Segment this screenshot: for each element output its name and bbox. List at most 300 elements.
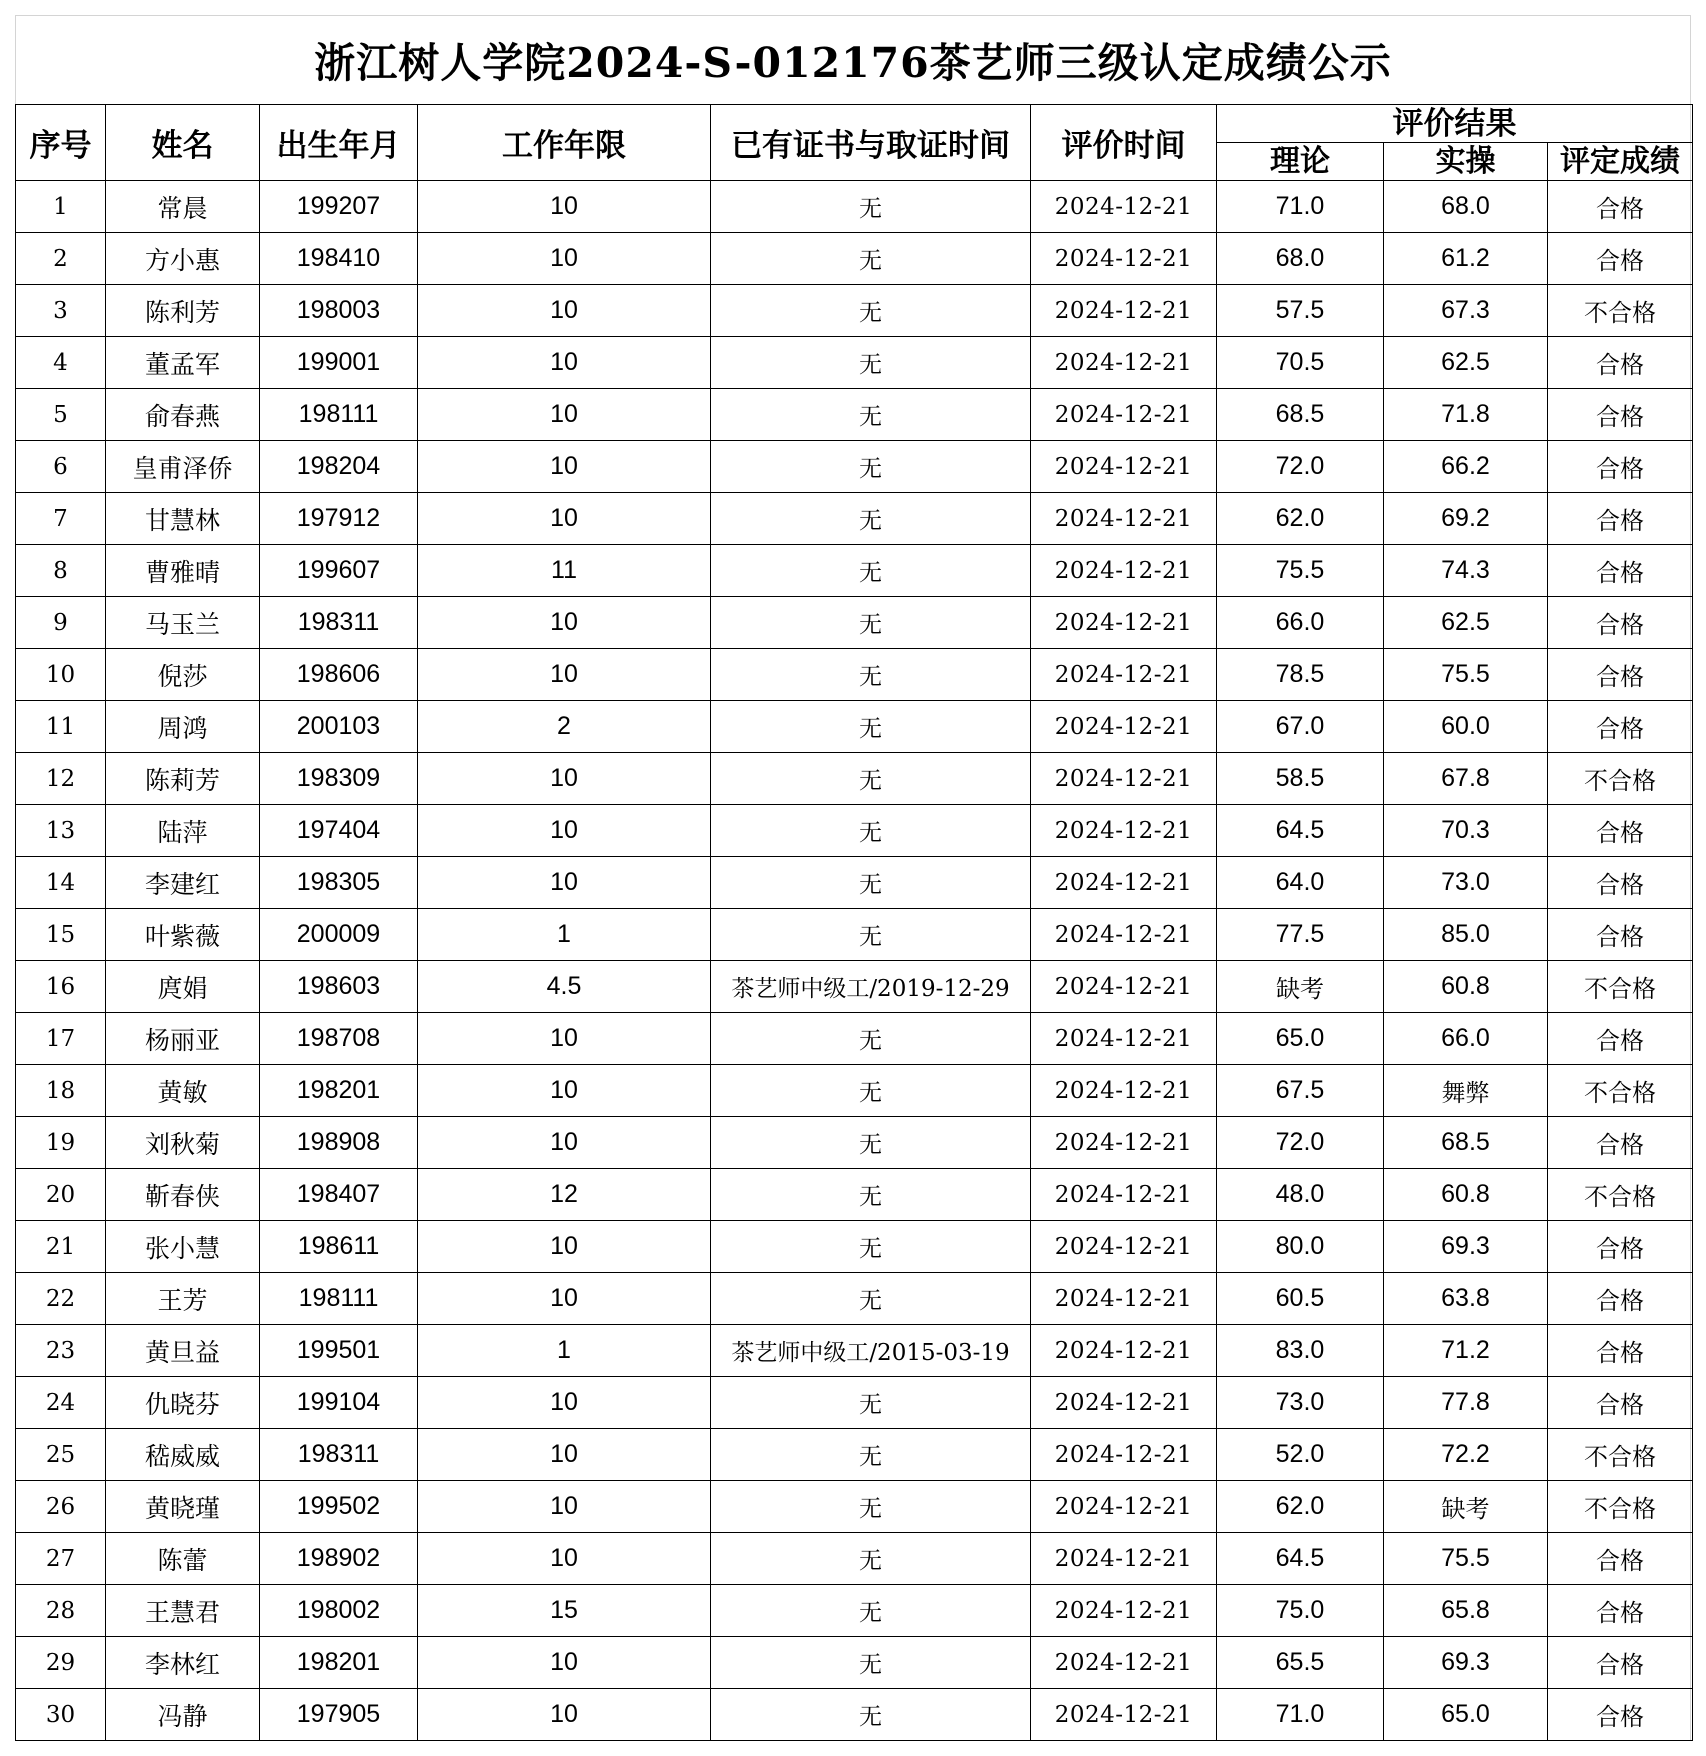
header-work-years: 工作年限 — [418, 105, 711, 181]
eval-date-cell: 2024-12-21 — [1031, 1585, 1217, 1637]
final-result-cell: 不合格 — [1548, 1169, 1693, 1221]
eval-date-cell: 2024-12-21 — [1031, 1637, 1217, 1689]
final-result-cell: 合格 — [1548, 337, 1693, 389]
final-result-cell: 合格 — [1548, 441, 1693, 493]
table-row — [16, 597, 1693, 649]
name-cell: 俞春燕 — [106, 389, 260, 441]
certificate-cell: 无 — [711, 285, 1031, 337]
birth-cell: 198002 — [260, 1585, 418, 1637]
theory-score-cell: 66.0 — [1217, 597, 1384, 649]
certificate-cell: 无 — [711, 1585, 1031, 1637]
work-years-cell: 10 — [418, 181, 711, 233]
birth-cell: 197905 — [260, 1689, 418, 1741]
seq-cell: 17 — [16, 1013, 106, 1065]
name-cell: 王芳 — [106, 1273, 260, 1325]
eval-date-cell: 2024-12-21 — [1031, 285, 1217, 337]
birth-cell: 198603 — [260, 961, 418, 1013]
theory-score-cell: 48.0 — [1217, 1169, 1384, 1221]
name-cell: 冯静 — [106, 1689, 260, 1741]
name-cell: 黄旦益 — [106, 1325, 260, 1377]
final-result-cell: 不合格 — [1548, 961, 1693, 1013]
name-cell: 皇甫泽侨 — [106, 441, 260, 493]
seq-cell: 24 — [16, 1377, 106, 1429]
birth-cell: 198111 — [260, 389, 418, 441]
theory-score-cell: 60.5 — [1217, 1273, 1384, 1325]
seq-cell: 4 — [16, 337, 106, 389]
table-row — [16, 1585, 1693, 1637]
certificate-cell: 无 — [711, 1117, 1031, 1169]
final-result-cell: 合格 — [1548, 493, 1693, 545]
theory-score-cell: 67.5 — [1217, 1065, 1384, 1117]
work-years-cell: 10 — [418, 1221, 711, 1273]
table-row — [16, 1065, 1693, 1117]
theory-score-cell: 72.0 — [1217, 441, 1384, 493]
final-result-cell: 合格 — [1548, 1117, 1693, 1169]
theory-score-cell: 72.0 — [1217, 1117, 1384, 1169]
seq-cell: 27 — [16, 1533, 106, 1585]
work-years-cell: 1 — [418, 909, 711, 961]
name-cell: 李建红 — [106, 857, 260, 909]
certificate-cell: 无 — [711, 1637, 1031, 1689]
work-years-cell: 10 — [418, 753, 711, 805]
practice-score-cell: 65.0 — [1384, 1689, 1548, 1741]
seq-cell: 23 — [16, 1325, 106, 1377]
work-years-cell: 12 — [418, 1169, 711, 1221]
eval-date-cell: 2024-12-21 — [1031, 649, 1217, 701]
birth-cell: 199501 — [260, 1325, 418, 1377]
seq-cell: 30 — [16, 1689, 106, 1741]
birth-cell: 198305 — [260, 857, 418, 909]
table-row — [16, 1325, 1693, 1377]
table-row — [16, 649, 1693, 701]
name-cell: 仇晓芬 — [106, 1377, 260, 1429]
name-cell: 杨丽亚 — [106, 1013, 260, 1065]
eval-date-cell: 2024-12-21 — [1031, 909, 1217, 961]
work-years-cell: 10 — [418, 857, 711, 909]
practice-score-cell: 77.8 — [1384, 1377, 1548, 1429]
name-cell: 曹雅晴 — [106, 545, 260, 597]
table-row — [16, 1273, 1693, 1325]
eval-date-cell: 2024-12-21 — [1031, 1481, 1217, 1533]
certificate-cell: 无 — [711, 1065, 1031, 1117]
practice-score-cell: 68.0 — [1384, 181, 1548, 233]
work-years-cell: 10 — [418, 337, 711, 389]
page-title: 浙江树人学院2024-S-012176茶艺师三级认定成绩公示 — [314, 38, 1392, 87]
birth-cell: 197912 — [260, 493, 418, 545]
final-result-cell: 合格 — [1548, 1533, 1693, 1585]
birth-cell: 200103 — [260, 701, 418, 753]
work-years-cell: 10 — [418, 1429, 711, 1481]
header-certificate: 已有证书与取证时间 — [711, 105, 1031, 181]
eval-date-cell: 2024-12-21 — [1031, 1377, 1217, 1429]
table-row — [16, 181, 1693, 233]
seq-cell: 25 — [16, 1429, 106, 1481]
work-years-cell: 4.5 — [418, 961, 711, 1013]
practice-score-cell: 缺考 — [1384, 1481, 1548, 1533]
work-years-cell: 10 — [418, 389, 711, 441]
birth-cell: 198708 — [260, 1013, 418, 1065]
work-years-cell: 10 — [418, 649, 711, 701]
birth-cell: 199104 — [260, 1377, 418, 1429]
practice-score-cell: 66.2 — [1384, 441, 1548, 493]
practice-score-cell: 65.8 — [1384, 1585, 1548, 1637]
header-result-group: 评价结果 — [1217, 105, 1693, 143]
practice-score-cell: 71.2 — [1384, 1325, 1548, 1377]
final-result-cell: 合格 — [1548, 857, 1693, 909]
name-cell: 周鸿 — [106, 701, 260, 753]
name-cell: 马玉兰 — [106, 597, 260, 649]
table-row — [16, 1481, 1693, 1533]
practice-score-cell: 62.5 — [1384, 597, 1548, 649]
theory-score-cell: 83.0 — [1217, 1325, 1384, 1377]
certificate-cell: 无 — [711, 1377, 1031, 1429]
final-result-cell: 合格 — [1548, 181, 1693, 233]
birth-cell: 198311 — [260, 597, 418, 649]
final-result-cell: 合格 — [1548, 1273, 1693, 1325]
name-cell: 刘秋菊 — [106, 1117, 260, 1169]
seq-cell: 8 — [16, 545, 106, 597]
eval-date-cell: 2024-12-21 — [1031, 805, 1217, 857]
eval-date-cell: 2024-12-21 — [1031, 389, 1217, 441]
name-cell: 王慧君 — [106, 1585, 260, 1637]
certificate-cell: 无 — [711, 753, 1031, 805]
name-cell: 叶紫薇 — [106, 909, 260, 961]
theory-score-cell: 缺考 — [1217, 961, 1384, 1013]
birth-cell: 198204 — [260, 441, 418, 493]
birth-cell: 199001 — [260, 337, 418, 389]
practice-score-cell: 67.8 — [1384, 753, 1548, 805]
table-row — [16, 1377, 1693, 1429]
eval-date-cell: 2024-12-21 — [1031, 1169, 1217, 1221]
birth-cell: 198407 — [260, 1169, 418, 1221]
eval-date-cell: 2024-12-21 — [1031, 493, 1217, 545]
birth-cell: 200009 — [260, 909, 418, 961]
table-row — [16, 1013, 1693, 1065]
eval-date-cell: 2024-12-21 — [1031, 1533, 1217, 1585]
eval-date-cell: 2024-12-21 — [1031, 1429, 1217, 1481]
final-result-cell: 合格 — [1548, 233, 1693, 285]
table-row — [16, 701, 1693, 753]
practice-score-cell: 62.5 — [1384, 337, 1548, 389]
eval-date-cell: 2024-12-21 — [1031, 701, 1217, 753]
name-cell: 倪莎 — [106, 649, 260, 701]
practice-score-cell: 72.2 — [1384, 1429, 1548, 1481]
final-result-cell: 合格 — [1548, 649, 1693, 701]
final-result-cell: 合格 — [1548, 389, 1693, 441]
work-years-cell: 1 — [418, 1325, 711, 1377]
seq-cell: 26 — [16, 1481, 106, 1533]
birth-cell: 199207 — [260, 181, 418, 233]
birth-cell: 199502 — [260, 1481, 418, 1533]
eval-date-cell: 2024-12-21 — [1031, 1117, 1217, 1169]
seq-cell: 20 — [16, 1169, 106, 1221]
birth-cell: 198410 — [260, 233, 418, 285]
certificate-cell: 无 — [711, 909, 1031, 961]
birth-cell: 197404 — [260, 805, 418, 857]
practice-score-cell: 74.3 — [1384, 545, 1548, 597]
eval-date-cell: 2024-12-21 — [1031, 1221, 1217, 1273]
certificate-cell: 无 — [711, 1169, 1031, 1221]
theory-score-cell: 71.0 — [1217, 1689, 1384, 1741]
table-row — [16, 493, 1693, 545]
seq-cell: 18 — [16, 1065, 106, 1117]
eval-date-cell: 2024-12-21 — [1031, 545, 1217, 597]
theory-score-cell: 65.0 — [1217, 1013, 1384, 1065]
final-result-cell: 合格 — [1548, 909, 1693, 961]
name-cell: 陈莉芳 — [106, 753, 260, 805]
table-row — [16, 337, 1693, 389]
work-years-cell: 10 — [418, 805, 711, 857]
birth-cell: 198902 — [260, 1533, 418, 1585]
certificate-cell: 无 — [711, 545, 1031, 597]
seq-cell: 14 — [16, 857, 106, 909]
theory-score-cell: 75.0 — [1217, 1585, 1384, 1637]
name-cell: 张小慧 — [106, 1221, 260, 1273]
theory-score-cell: 78.5 — [1217, 649, 1384, 701]
final-result-cell: 合格 — [1548, 1377, 1693, 1429]
table-row — [16, 545, 1693, 597]
table-row — [16, 285, 1693, 337]
eval-date-cell: 2024-12-21 — [1031, 1325, 1217, 1377]
certificate-cell: 茶艺师中级工/2015-03-19 — [711, 1325, 1031, 1377]
birth-cell: 198606 — [260, 649, 418, 701]
final-result-cell: 合格 — [1548, 701, 1693, 753]
theory-score-cell: 64.5 — [1217, 805, 1384, 857]
final-result-cell: 不合格 — [1548, 1429, 1693, 1481]
certificate-cell: 无 — [711, 701, 1031, 753]
final-result-cell: 合格 — [1548, 597, 1693, 649]
certificate-cell: 无 — [711, 1429, 1031, 1481]
birth-cell: 198611 — [260, 1221, 418, 1273]
header-eval-date: 评价时间 — [1031, 105, 1217, 181]
name-cell: 黄晓瑾 — [106, 1481, 260, 1533]
practice-score-cell: 63.8 — [1384, 1273, 1548, 1325]
seq-cell: 3 — [16, 285, 106, 337]
eval-date-cell: 2024-12-21 — [1031, 1689, 1217, 1741]
practice-score-cell: 73.0 — [1384, 857, 1548, 909]
eval-date-cell: 2024-12-21 — [1031, 1273, 1217, 1325]
name-cell: 方小惠 — [106, 233, 260, 285]
certificate-cell: 无 — [711, 857, 1031, 909]
birth-cell: 198003 — [260, 285, 418, 337]
final-result-cell: 合格 — [1548, 805, 1693, 857]
results-table — [15, 104, 1693, 1741]
seq-cell: 21 — [16, 1221, 106, 1273]
name-cell: 陈蕾 — [106, 1533, 260, 1585]
final-result-cell: 合格 — [1548, 1013, 1693, 1065]
practice-score-cell: 66.0 — [1384, 1013, 1548, 1065]
certificate-cell: 无 — [711, 181, 1031, 233]
theory-score-cell: 64.0 — [1217, 857, 1384, 909]
certificate-cell: 无 — [711, 233, 1031, 285]
work-years-cell: 10 — [418, 1117, 711, 1169]
table-row — [16, 1221, 1693, 1273]
name-cell: 董孟军 — [106, 337, 260, 389]
header-theory: 理论 — [1217, 143, 1384, 181]
certificate-cell: 无 — [711, 441, 1031, 493]
seq-cell: 19 — [16, 1117, 106, 1169]
seq-cell: 10 — [16, 649, 106, 701]
table-row — [16, 1689, 1693, 1741]
practice-score-cell: 69.2 — [1384, 493, 1548, 545]
theory-score-cell: 62.0 — [1217, 1481, 1384, 1533]
practice-score-cell: 60.0 — [1384, 701, 1548, 753]
theory-score-cell: 67.0 — [1217, 701, 1384, 753]
table-row — [16, 909, 1693, 961]
certificate-cell: 无 — [711, 597, 1031, 649]
work-years-cell: 10 — [418, 1013, 711, 1065]
work-years-cell: 10 — [418, 1065, 711, 1117]
work-years-cell: 15 — [418, 1585, 711, 1637]
name-cell: 甘慧林 — [106, 493, 260, 545]
table-row — [16, 1429, 1693, 1481]
final-result-cell: 合格 — [1548, 1689, 1693, 1741]
table-row — [16, 1533, 1693, 1585]
seq-cell: 6 — [16, 441, 106, 493]
theory-score-cell: 68.5 — [1217, 389, 1384, 441]
results-body — [16, 181, 1693, 1741]
seq-cell: 11 — [16, 701, 106, 753]
work-years-cell: 10 — [418, 1273, 711, 1325]
certificate-cell: 无 — [711, 1689, 1031, 1741]
seq-cell: 22 — [16, 1273, 106, 1325]
name-cell: 陈利芳 — [106, 285, 260, 337]
birth-cell: 198201 — [260, 1637, 418, 1689]
work-years-cell: 10 — [418, 441, 711, 493]
seq-cell: 2 — [16, 233, 106, 285]
theory-score-cell: 75.5 — [1217, 545, 1384, 597]
theory-score-cell: 58.5 — [1217, 753, 1384, 805]
birth-cell: 198309 — [260, 753, 418, 805]
eval-date-cell: 2024-12-21 — [1031, 233, 1217, 285]
theory-score-cell: 77.5 — [1217, 909, 1384, 961]
name-cell: 庹娟 — [106, 961, 260, 1013]
practice-score-cell: 85.0 — [1384, 909, 1548, 961]
table-row — [16, 1637, 1693, 1689]
eval-date-cell: 2024-12-21 — [1031, 961, 1217, 1013]
work-years-cell: 10 — [418, 597, 711, 649]
final-result-cell: 不合格 — [1548, 1065, 1693, 1117]
work-years-cell: 2 — [418, 701, 711, 753]
theory-score-cell: 57.5 — [1217, 285, 1384, 337]
theory-score-cell: 71.0 — [1217, 181, 1384, 233]
table-row — [16, 805, 1693, 857]
practice-score-cell: 67.3 — [1384, 285, 1548, 337]
header-birth: 出生年月 — [260, 105, 418, 181]
name-cell: 李林红 — [106, 1637, 260, 1689]
birth-cell: 198201 — [260, 1065, 418, 1117]
table-row — [16, 1169, 1693, 1221]
seq-cell: 29 — [16, 1637, 106, 1689]
birth-cell: 198908 — [260, 1117, 418, 1169]
work-years-cell: 10 — [418, 1637, 711, 1689]
work-years-cell: 10 — [418, 233, 711, 285]
name-cell: 陆萍 — [106, 805, 260, 857]
seq-cell: 7 — [16, 493, 106, 545]
final-result-cell: 合格 — [1548, 1221, 1693, 1273]
eval-date-cell: 2024-12-21 — [1031, 337, 1217, 389]
eval-date-cell: 2024-12-21 — [1031, 441, 1217, 493]
certificate-cell: 无 — [711, 389, 1031, 441]
final-result-cell: 不合格 — [1548, 753, 1693, 805]
final-result-cell: 不合格 — [1548, 1481, 1693, 1533]
eval-date-cell: 2024-12-21 — [1031, 597, 1217, 649]
header-final: 评定成绩 — [1548, 143, 1693, 181]
theory-score-cell: 52.0 — [1217, 1429, 1384, 1481]
practice-score-cell: 70.3 — [1384, 805, 1548, 857]
final-result-cell: 合格 — [1548, 545, 1693, 597]
seq-cell: 5 — [16, 389, 106, 441]
seq-cell: 9 — [16, 597, 106, 649]
theory-score-cell: 65.5 — [1217, 1637, 1384, 1689]
theory-score-cell: 80.0 — [1217, 1221, 1384, 1273]
table-row — [16, 857, 1693, 909]
final-result-cell: 合格 — [1548, 1637, 1693, 1689]
header-practice: 实操 — [1384, 143, 1548, 181]
final-result-cell: 合格 — [1548, 1585, 1693, 1637]
seq-cell: 1 — [16, 181, 106, 233]
birth-cell: 199607 — [260, 545, 418, 597]
birth-cell: 198311 — [260, 1429, 418, 1481]
work-years-cell: 10 — [418, 285, 711, 337]
certificate-cell: 无 — [711, 1221, 1031, 1273]
work-years-cell: 10 — [418, 1533, 711, 1585]
practice-score-cell: 61.2 — [1384, 233, 1548, 285]
eval-date-cell: 2024-12-21 — [1031, 857, 1217, 909]
birth-cell: 198111 — [260, 1273, 418, 1325]
table-row — [16, 961, 1693, 1013]
work-years-cell: 10 — [418, 1481, 711, 1533]
seq-cell: 16 — [16, 961, 106, 1013]
certificate-cell: 无 — [711, 337, 1031, 389]
theory-score-cell: 70.5 — [1217, 337, 1384, 389]
table-row — [16, 389, 1693, 441]
table-row — [16, 1117, 1693, 1169]
eval-date-cell: 2024-12-21 — [1031, 1065, 1217, 1117]
work-years-cell: 10 — [418, 493, 711, 545]
name-cell: 靳春侠 — [106, 1169, 260, 1221]
practice-score-cell: 舞弊 — [1384, 1065, 1548, 1117]
seq-cell: 12 — [16, 753, 106, 805]
work-years-cell: 11 — [418, 545, 711, 597]
theory-score-cell: 68.0 — [1217, 233, 1384, 285]
theory-score-cell: 64.5 — [1217, 1533, 1384, 1585]
work-years-cell: 10 — [418, 1377, 711, 1429]
name-cell: 黄敏 — [106, 1065, 260, 1117]
seq-cell: 28 — [16, 1585, 106, 1637]
seq-cell: 15 — [16, 909, 106, 961]
work-years-cell: 10 — [418, 1689, 711, 1741]
eval-date-cell: 2024-12-21 — [1031, 1013, 1217, 1065]
certificate-cell: 无 — [711, 1533, 1031, 1585]
theory-score-cell: 62.0 — [1217, 493, 1384, 545]
seq-cell: 13 — [16, 805, 106, 857]
practice-score-cell: 75.5 — [1384, 1533, 1548, 1585]
practice-score-cell: 71.8 — [1384, 389, 1548, 441]
table-row — [16, 233, 1693, 285]
table-row — [16, 441, 1693, 493]
eval-date-cell: 2024-12-21 — [1031, 181, 1217, 233]
practice-score-cell: 69.3 — [1384, 1637, 1548, 1689]
certificate-cell: 茶艺师中级工/2019-12-29 — [711, 961, 1031, 1013]
theory-score-cell: 73.0 — [1217, 1377, 1384, 1429]
eval-date-cell: 2024-12-21 — [1031, 753, 1217, 805]
certificate-cell: 无 — [711, 805, 1031, 857]
table-row — [16, 753, 1693, 805]
final-result-cell: 不合格 — [1548, 285, 1693, 337]
certificate-cell: 无 — [711, 1273, 1031, 1325]
header-name: 姓名 — [106, 105, 260, 181]
